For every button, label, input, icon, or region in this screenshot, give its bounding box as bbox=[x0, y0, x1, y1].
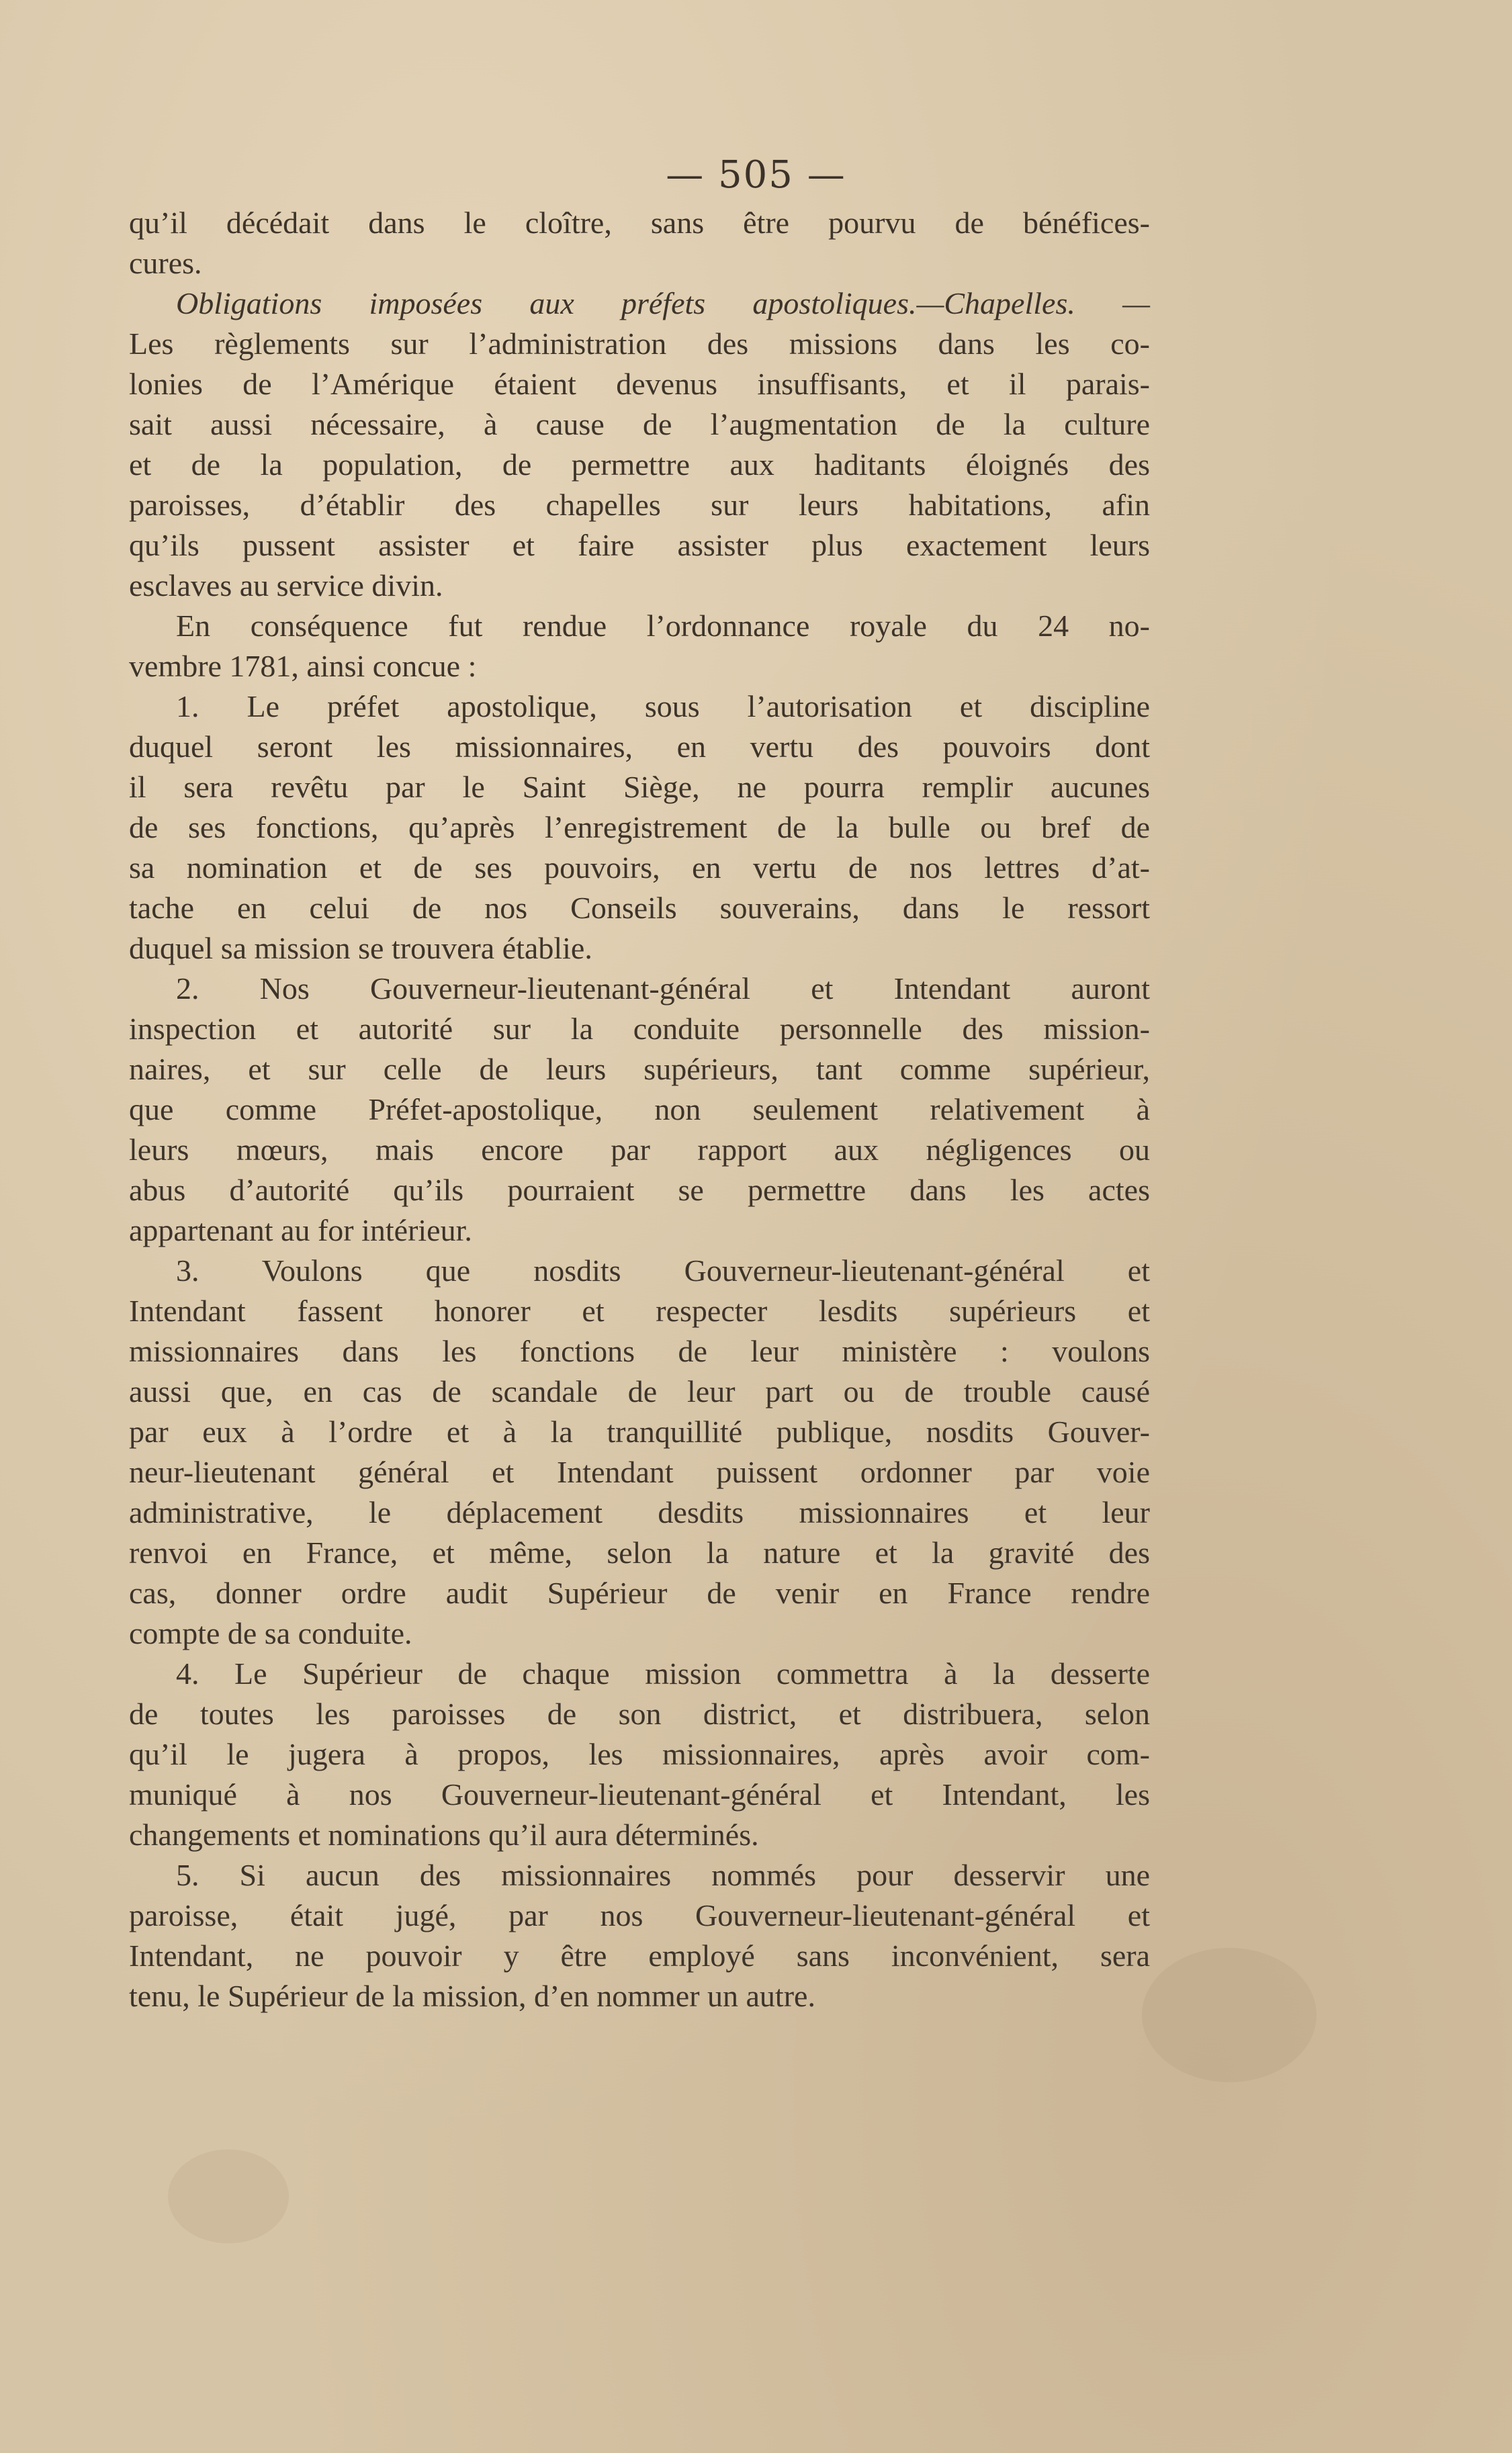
text-line: Intendant, ne pouvoir y être employé sans inconvénient, sera bbox=[129, 1938, 1150, 1973]
text-line: et de la population, de permettre aux haditants éloignés des bbox=[129, 447, 1150, 482]
text-line: tenu, le Supérieur de la mission, d’en nommer un autre. bbox=[129, 1979, 815, 2013]
text-line: administrative, le déplacement desdits missionnaires et leur bbox=[129, 1495, 1150, 1529]
text-line: compte de sa conduite. bbox=[129, 1616, 412, 1650]
text-line: paroisse, était jugé, par nos Gouverneur-lieutenant-général et bbox=[129, 1898, 1150, 1932]
text-line: que comme Préfet-apostolique, non seulement relativement à bbox=[129, 1092, 1150, 1126]
text-line: renvoi en France, et même, selon la nature et la gravité des bbox=[129, 1535, 1150, 1570]
text-line: duquel seront les missionnaires, en vertu des pouvoirs dont bbox=[129, 729, 1150, 764]
text-line: cas, donner ordre audit Supérieur de venir en France rendre bbox=[129, 1576, 1150, 1610]
text-line: 5. Si aucun des missionnaires nommés pour desservir une bbox=[176, 1858, 1150, 1892]
text-line: de toutes les paroisses de son district, et distribuera, selon bbox=[129, 1697, 1150, 1731]
text-line: muniqué à nos Gouverneur-lieutenant-général et Intendant, les bbox=[129, 1777, 1150, 1812]
text-line: esclaves au service divin. bbox=[129, 568, 443, 603]
paper-stain bbox=[1142, 1948, 1317, 2082]
text-line: Les règlements sur l’administration des missions dans les co- bbox=[129, 326, 1150, 361]
text-line: sa nomination et de ses pouvoirs, en vertu de nos lettres d’at- bbox=[129, 850, 1150, 885]
text-line: missionnaires dans les fonctions de leur ministère : voulons bbox=[129, 1334, 1150, 1368]
text-line: neur-lieutenant général et Intendant puissent ordonner par voie bbox=[129, 1455, 1150, 1489]
text-line: duquel sa mission se trouvera établie. bbox=[129, 931, 592, 965]
text-line: sait aussi nécessaire, à cause de l’augmentation de la culture bbox=[129, 407, 1150, 441]
text-line: En conséquence fut rendue l’ordonnance royale du 24 no- bbox=[176, 609, 1150, 643]
text-line: tache en celui de nos Conseils souverains, dans le ressort bbox=[129, 891, 1150, 925]
text-line: 3. Voulons que nosdits Gouverneur-lieutenant-général et bbox=[176, 1253, 1150, 1288]
text-line: aussi que, en cas de scandale de leur part ou de trouble causé bbox=[129, 1374, 1150, 1409]
text-line: il sera revêtu par le Saint Siège, ne pourra remplir aucunes bbox=[129, 770, 1150, 804]
text-line: Intendant fassent honorer et respecter lesdits supérieurs et bbox=[129, 1294, 1150, 1328]
text-line: 1. Le préfet apostolique, sous l’autorisation et discipline bbox=[176, 689, 1150, 723]
text-line: qu’il décédait dans le cloître, sans être pourvu de bénéfices- bbox=[129, 206, 1150, 240]
text-line: cures. bbox=[129, 246, 202, 280]
text-line: 2. Nos Gouverneur-lieutenant-général et Intendant auront bbox=[176, 971, 1150, 1006]
section-heading-line: Obligations imposées aux préfets apostoliques.—Chapelles. — bbox=[176, 286, 1150, 320]
page-number: — 505 — bbox=[666, 153, 846, 197]
text-line: leurs mœurs, mais encore par rapport aux négligences ou bbox=[129, 1132, 1150, 1167]
text-line: par eux à l’ordre et à la tranquillité publique, nosdits Gouver- bbox=[129, 1415, 1150, 1449]
text-line: abus d’autorité qu’ils pourraient se permettre dans les actes bbox=[129, 1173, 1150, 1207]
body-text bbox=[129, 203, 1150, 2016]
text-line: inspection et autorité sur la conduite personnelle des mission- bbox=[129, 1012, 1150, 1046]
text-line: vembre 1781, ainsi concue : bbox=[129, 649, 477, 683]
text-line: naires, et sur celle de leurs supérieurs, tant comme supérieur, bbox=[129, 1052, 1150, 1086]
text-line: changements et nominations qu’il aura déterminés. bbox=[129, 1818, 759, 1852]
text-line: de ses fonctions, qu’après l’enregistrement de la bulle ou bref de bbox=[129, 810, 1150, 844]
text-line: paroisses, d’établir des chapelles sur leurs habitations, afin bbox=[129, 488, 1150, 522]
text-line: qu’ils pussent assister et faire assister plus exactement leurs bbox=[129, 528, 1150, 562]
text-line: 4. Le Supérieur de chaque mission commettra à la desserte bbox=[176, 1656, 1150, 1691]
text-line: appartenant au for intérieur. bbox=[129, 1213, 472, 1247]
text-line: qu’il le jugera à propos, les missionnaires, après avoir com- bbox=[129, 1737, 1150, 1771]
paper-stain bbox=[168, 2149, 289, 2243]
text-line: lonies de l’Amérique étaient devenus insuffisants, et il parais- bbox=[129, 367, 1150, 401]
